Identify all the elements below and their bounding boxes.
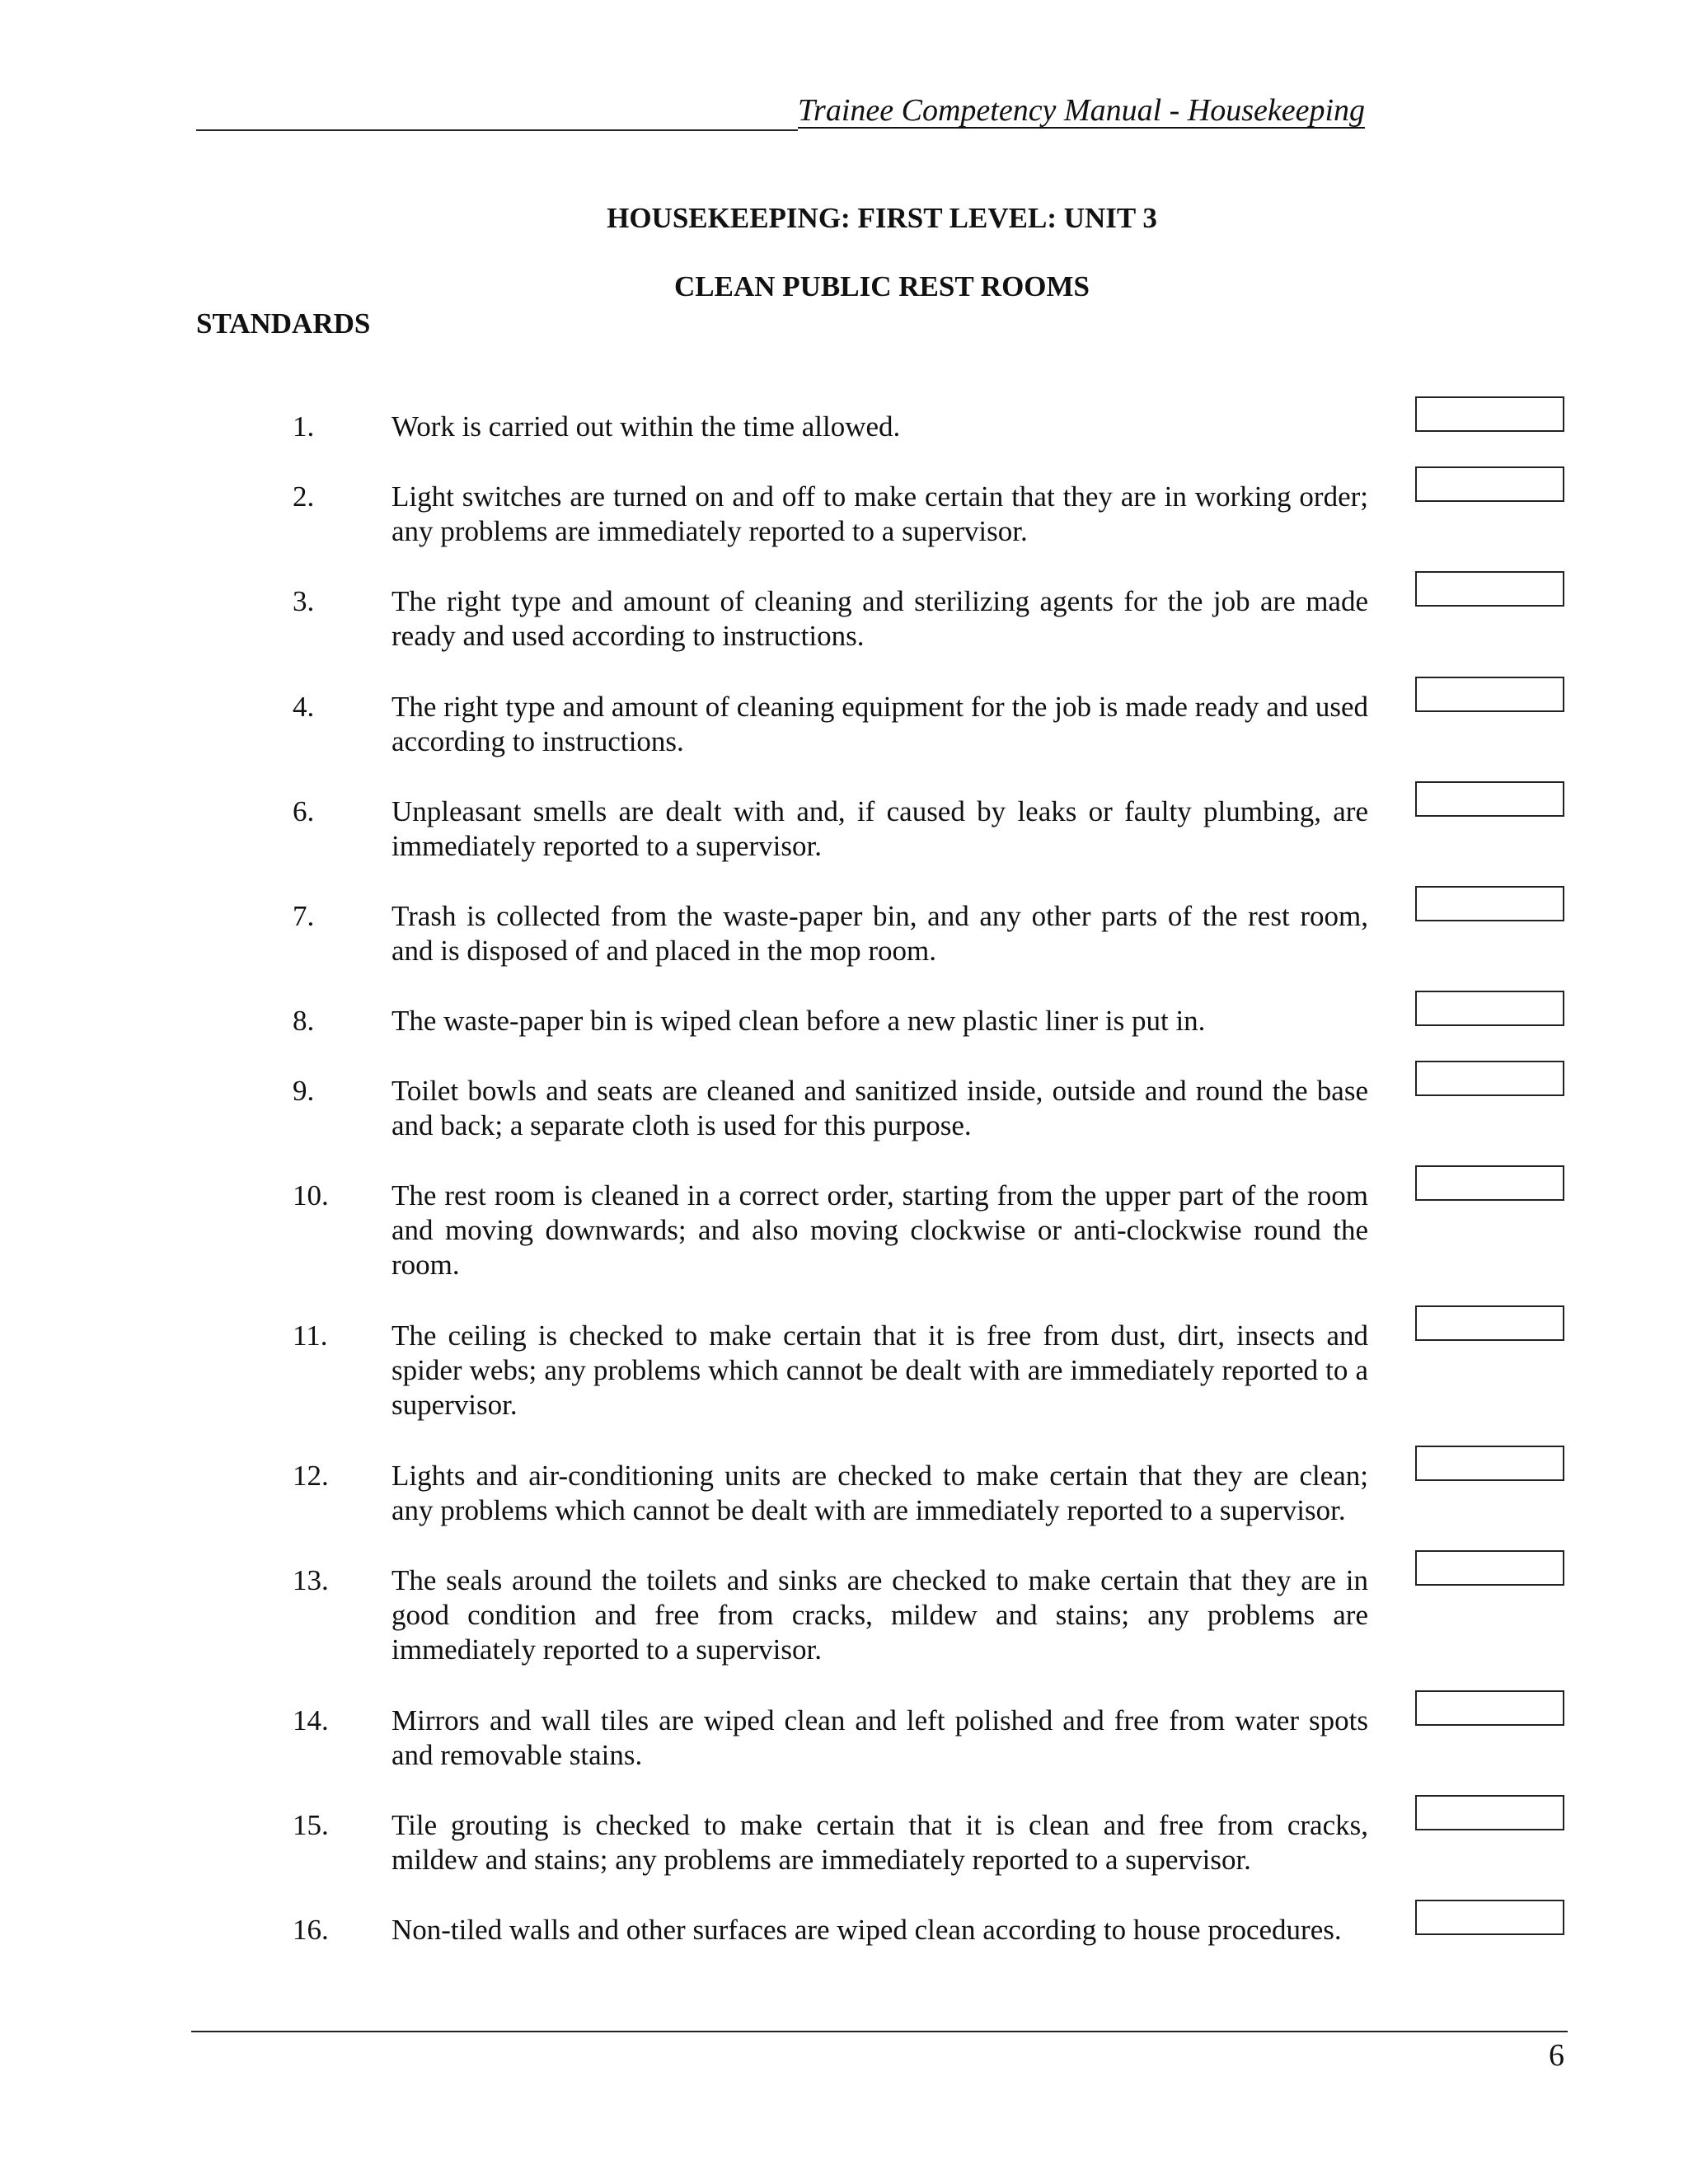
check-box[interactable]	[1415, 1305, 1564, 1341]
footer-rule	[191, 2031, 1568, 2032]
check-box[interactable]	[1415, 991, 1564, 1026]
unit-title: HOUSEKEEPING: FIRST LEVEL: UNIT 3	[607, 202, 1157, 234]
standard-text: Toilet bowls and seats are cleaned and sanitized inside, outside and round the base and back; a separate cloth is used for this purpose.	[392, 1075, 1368, 1141]
standard-number: 9.	[293, 1075, 315, 1107]
check-box[interactable]	[1415, 1165, 1564, 1201]
standard-number: 16.	[293, 1914, 329, 1946]
check-box[interactable]	[1415, 1690, 1564, 1726]
check-box[interactable]	[1415, 1550, 1564, 1586]
check-box[interactable]	[1415, 1795, 1564, 1830]
standard-number: 4.	[293, 691, 315, 723]
header-rule	[196, 129, 798, 131]
standard-number: 2.	[293, 480, 315, 513]
standard-text: Non-tiled walls and other surfaces are wiped clean according to house procedures.	[392, 1914, 1342, 1946]
standard-text: Mirrors and wall tiles are wiped clean and left polished and free from water spots and removable stains.	[392, 1704, 1368, 1771]
standard-number: 11.	[293, 1319, 328, 1352]
standard-text: The waste-paper bin is wiped clean before a new plastic liner is put in.	[392, 1005, 1206, 1037]
standard-number: 7.	[293, 900, 315, 932]
running-title: Trainee Competency Manual - Housekeeping	[798, 93, 1366, 128]
standard-number: 15.	[293, 1809, 329, 1841]
standard-text: The ceiling is checked to make certain that it is free from dust, dirt, insects and spider webs; any problems which cannot be dealt with are immediately reported to a supervisor.	[392, 1319, 1368, 1421]
standard-number: 1.	[293, 410, 315, 443]
standard-number: 6.	[293, 795, 315, 827]
standard-number: 14.	[293, 1704, 329, 1736]
check-box[interactable]	[1415, 466, 1564, 502]
standard-text: Tile grouting is checked to make certain that it is clean and free from cracks, mildew and stains; any problems are immediately reported to a supervisor.	[392, 1809, 1368, 1876]
check-box[interactable]	[1415, 571, 1564, 607]
section-title: CLEAN PUBLIC REST ROOMS	[673, 270, 1090, 302]
standard-number: 13.	[293, 1564, 329, 1596]
check-box[interactable]	[1415, 1446, 1564, 1481]
standard-number: 8.	[293, 1005, 315, 1037]
standard-number: 10.	[293, 1179, 329, 1212]
check-box[interactable]	[1415, 677, 1564, 712]
standard-number: 12.	[293, 1460, 329, 1492]
standards-heading: STANDARDS	[196, 307, 371, 340]
standard-text: Unpleasant smells are dealt with and, if caused by leaks or faulty plumbing, are immediately reported to a supervisor.	[392, 795, 1368, 862]
check-box[interactable]	[1415, 1900, 1564, 1935]
check-box[interactable]	[1415, 1061, 1564, 1096]
standard-text: The seals around the toilets and sinks are checked to make certain that they are in good condition and free from cracks, mildew and stains; any problems are immediately reported to a supervisor.	[392, 1564, 1368, 1666]
standard-number: 3.	[293, 585, 315, 617]
page-number: 6	[1549, 2038, 1564, 2073]
check-box[interactable]	[1415, 886, 1564, 921]
standard-text: The right type and amount of cleaning equipment for the job is made ready and used according to instructions.	[392, 691, 1368, 757]
standard-text: Light switches are turned on and off to make certain that they are in working order; any problems are immediately reported to a supervisor.	[392, 480, 1368, 547]
standard-text: Lights and air-conditioning units are checked to make certain that they are clean; any problems which cannot be dealt with are immediately reported to a supervisor.	[392, 1460, 1368, 1526]
check-box[interactable]	[1415, 396, 1564, 432]
standard-text: Work is carried out within the time allowed.	[392, 410, 901, 443]
standard-text: Trash is collected from the waste-paper bin, and any other parts of the rest room, and is disposed of and placed in the mop room.	[392, 900, 1368, 967]
check-box[interactable]	[1415, 781, 1564, 817]
standard-text: The rest room is cleaned in a correct order, starting from the upper part of the room and moving downwards; and also moving clockwise or anti-clockwise round the room.	[392, 1179, 1368, 1281]
standard-text: The right type and amount of cleaning and sterilizing agents for the job are made ready and used according to instructions.	[392, 585, 1368, 652]
